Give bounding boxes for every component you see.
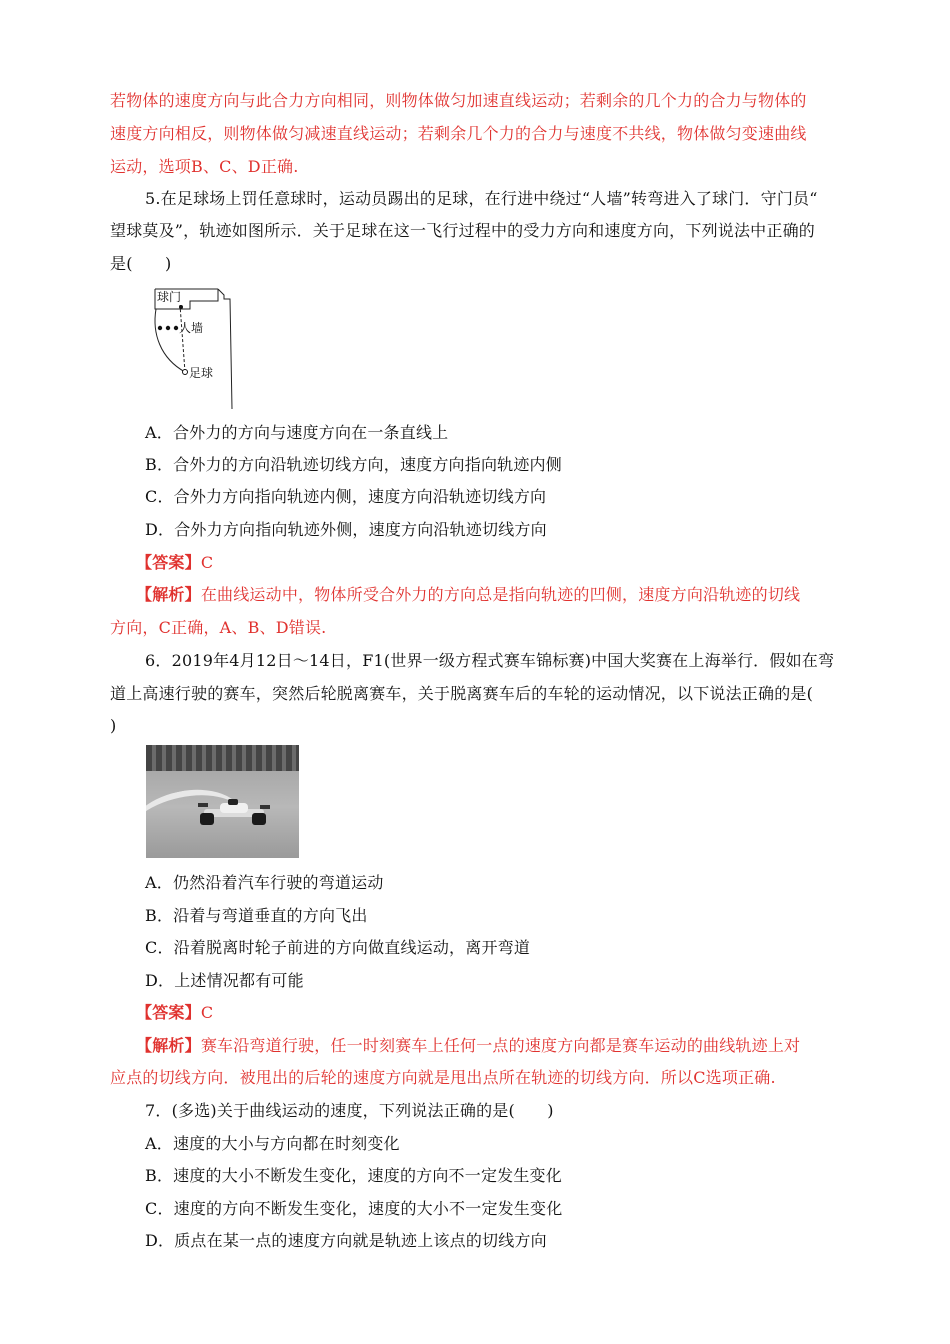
q6-stem-line-2: 道上高速行驶的赛车，突然后轮脱离赛车，关于脱离赛车后的车轮的运动情况，以下说法正确的是( [110, 684, 814, 703]
q6-analysis-line-1 [136, 1036, 800, 1056]
q5-option-d: D．合外力方向指向轨迹外侧，速度方向沿轨迹切线方向 [145, 520, 547, 539]
q5-stem-line-2: 望球莫及”，轨迹如图所示．关于足球在这一飞行过程中的受力方向和速度方向，下列说法中正确的 [110, 221, 815, 240]
q7-option-c: C．速度的方向不断发生变化，速度的大小不一定发生变化 [145, 1199, 563, 1218]
q6-stem-line-1: 6．2019年4月12日～14日，F1(世界一级方程式赛车锦标赛)中国大奖赛在上海举行．假如在弯 [145, 651, 835, 670]
f1-car-photo [146, 745, 299, 858]
q5-analysis-text-1: 在曲线运动中，物体所受合外力的方向总是指向轨迹的凹侧，速度方向沿轨迹的切线 [200, 585, 801, 604]
q7-option-b: B．速度的大小不断发生变化，速度的方向不一定发生变化 [145, 1166, 562, 1185]
label-goal: 球门 [157, 290, 182, 304]
q5-analysis-line-2: 方向，C正确，A、B、D错误. [110, 618, 327, 637]
q6-analysis-text-1: 赛车沿弯道行驶，任一时刻赛车上任何一点的速度方向都是赛车运动的曲线轨迹上对 [200, 1036, 801, 1055]
q6-answer-label: 【答案】 [136, 1003, 201, 1022]
q6-option-c: C．沿着脱离时轮子前进的方向做直线运动，离开弯道 [145, 938, 531, 957]
label-wall: 人墙 [179, 321, 204, 335]
wall-player-dot [166, 326, 170, 330]
q5-analysis-line-1 [136, 585, 800, 605]
q5-answer-label: 【答案】 [136, 553, 201, 572]
straight-dashed-line [180, 305, 185, 372]
q5-analysis-label: 【解析】 [136, 585, 201, 604]
q5-option-b: B．合外力的方向沿轨迹切线方向，速度方向指向轨迹内侧 [145, 455, 562, 474]
wall-player-dot [158, 326, 162, 330]
grandstand [146, 745, 299, 771]
q6-analysis-label: 【解析】 [136, 1036, 201, 1055]
q5-option-c: C．合外力方向指向轨迹内侧，速度方向沿轨迹切线方向 [145, 487, 547, 506]
intro-line-1: 若物体的速度方向与此合力方向相同，则物体做匀加速直线运动；若剩余的几个力的合力与物体的 [110, 91, 807, 110]
q6-answer-value: C [200, 1003, 214, 1022]
q6-stem-line-3: ) [110, 716, 117, 735]
q6-option-d: D．上述情况都有可能 [145, 971, 304, 990]
q6-analysis-line-2: 应点的切线方向．被甩出的后轮的速度方向就是甩出点所在轨迹的切线方向．所以C选项正确. [110, 1068, 776, 1087]
q6-option-a: A．仍然沿着汽车行驶的弯道运动 [145, 873, 384, 892]
q7-stem-line-1: 7．(多选)关于曲线运动的速度，下列说法正确的是( ) [145, 1101, 554, 1120]
goal-target-dot [179, 305, 183, 309]
q5-answer-value: C [200, 553, 214, 572]
q6-answer [136, 1003, 213, 1023]
intro-line-3: 运动，选项B、C、D正确. [110, 157, 299, 176]
intro-line-2: 速度方向相反，则物体做匀减速直线运动；若剩余几个力的合力与速度不共线，物体做匀变速曲线 [110, 124, 807, 143]
race-car-icon [198, 789, 270, 827]
label-ball: 足球 [189, 366, 214, 380]
q6-option-b: B．沿着与弯道垂直的方向飞出 [145, 906, 368, 925]
q5-option-a: A．合外力的方向与速度方向在一条直线上 [145, 423, 449, 442]
q5-stem-line-1: 5.在足球场上罚任意球时，运动员踢出的足球，在行进中绕过“人墙”转弯进入了球门．守门员“ [145, 189, 818, 208]
q7-option-a: A．速度的大小与方向都在时刻变化 [145, 1134, 400, 1153]
q5-answer [136, 553, 213, 573]
q7-option-d: D．质点在某一点的速度方向就是轨迹上该点的切线方向 [145, 1231, 547, 1250]
field-boundary [218, 289, 232, 409]
wall-player-dot [174, 326, 178, 330]
curved-trajectory [155, 309, 185, 372]
q5-stem-line-3: 是( ) [110, 254, 172, 273]
ball-icon [183, 370, 188, 375]
football-trajectory-diagram [140, 283, 240, 413]
